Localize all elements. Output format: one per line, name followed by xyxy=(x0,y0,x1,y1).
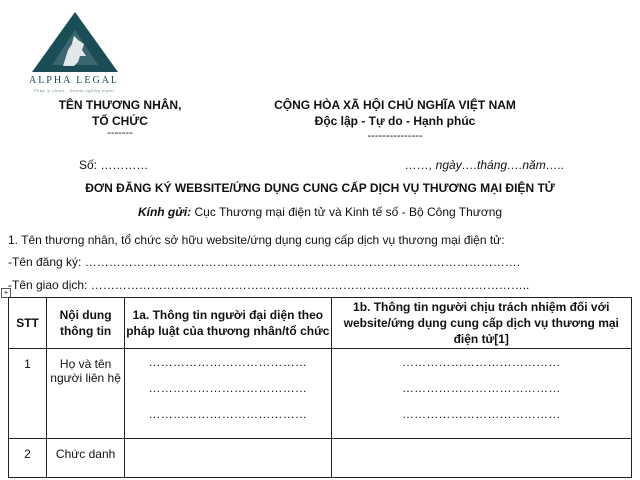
table-move-handle-icon[interactable]: + xyxy=(1,288,11,298)
logo-tagline: Pháp lý chính - Doanh nghiệp mạnh xyxy=(33,88,115,93)
national-heading xyxy=(260,97,530,129)
fill-line: ………………………………… xyxy=(401,381,561,395)
recipient-label: Kính gửi: xyxy=(137,205,192,219)
legal-rep-name-cell[interactable] xyxy=(125,349,331,439)
document-number: Số: ………… xyxy=(79,158,149,172)
fill-line: ………………………………… xyxy=(401,407,561,421)
logo-name: ALPHA LEGAL xyxy=(28,75,120,86)
fill-line: ………………………………… xyxy=(148,407,308,421)
table-row xyxy=(9,439,632,478)
section-1-heading: 1. Tên thương nhân, tổ chức sở hữu website/ứng dụng cung cấp dịch vụ thương mại điện tử: xyxy=(8,233,505,247)
document-date: ……, ngày….tháng….năm….. xyxy=(405,158,565,172)
recipient-value: Cục Thương mại điện tử và Kinh tế số - Bộ Công Thương xyxy=(191,205,503,219)
header-legal-rep: 1a. Thông tin người đại diện theo pháp luật của thương nhân/tổ chức xyxy=(125,298,331,349)
table-header-row xyxy=(9,298,632,349)
header-responsible-person: 1b. Thông tin người chịu trách nhiệm đối với website/ứng dụng cung cấp dịch vụ thương mại điện tử[1] xyxy=(331,298,632,349)
trade-name-line: -Tên giao dịch: ……………………………………………………………………………………………….. xyxy=(8,278,530,292)
fill-line: ………………………………… xyxy=(401,355,561,369)
national-title: CỘNG HÒA XÃ HỘI CHỦ NGHĨA VIỆT NAM xyxy=(274,98,516,112)
row-label: Chức danh xyxy=(47,439,125,478)
national-divider: --------------- xyxy=(367,130,423,142)
recipient-line xyxy=(0,205,640,219)
responsible-name-cell[interactable] xyxy=(331,349,632,439)
fill-line: ………………………………… xyxy=(148,381,308,395)
national-motto: Độc lập - Tự do - Hạnh phúc xyxy=(314,114,476,128)
document-title: ĐƠN ĐĂNG KÝ WEBSITE/ỨNG DỤNG CUNG CẤP DỊCH VỤ THƯƠNG MẠI ĐIỆN TỬ xyxy=(85,181,555,195)
info-table xyxy=(8,297,632,478)
sender-line-1: TÊN THƯƠNG NHÂN, xyxy=(58,98,182,112)
legal-rep-title-cell[interactable] xyxy=(125,439,331,478)
registered-name-line: -Tên đăng ký: ………………………………………………………………………………………………. xyxy=(8,255,521,269)
sender-heading xyxy=(40,97,200,129)
row-stt: 2 xyxy=(9,439,47,478)
table-row xyxy=(9,349,632,439)
responsible-title-cell[interactable] xyxy=(331,439,632,478)
sender-line-2: TỔ CHỨC xyxy=(92,114,148,128)
header-content: Nội dung thông tin xyxy=(47,298,125,349)
sender-divider: ------- xyxy=(107,127,133,139)
row-label: Họ và tên người liên hệ xyxy=(47,349,125,439)
row-stt: 1 xyxy=(9,349,47,439)
header-stt: STT xyxy=(9,298,47,349)
fill-line: ………………………………… xyxy=(148,355,308,369)
